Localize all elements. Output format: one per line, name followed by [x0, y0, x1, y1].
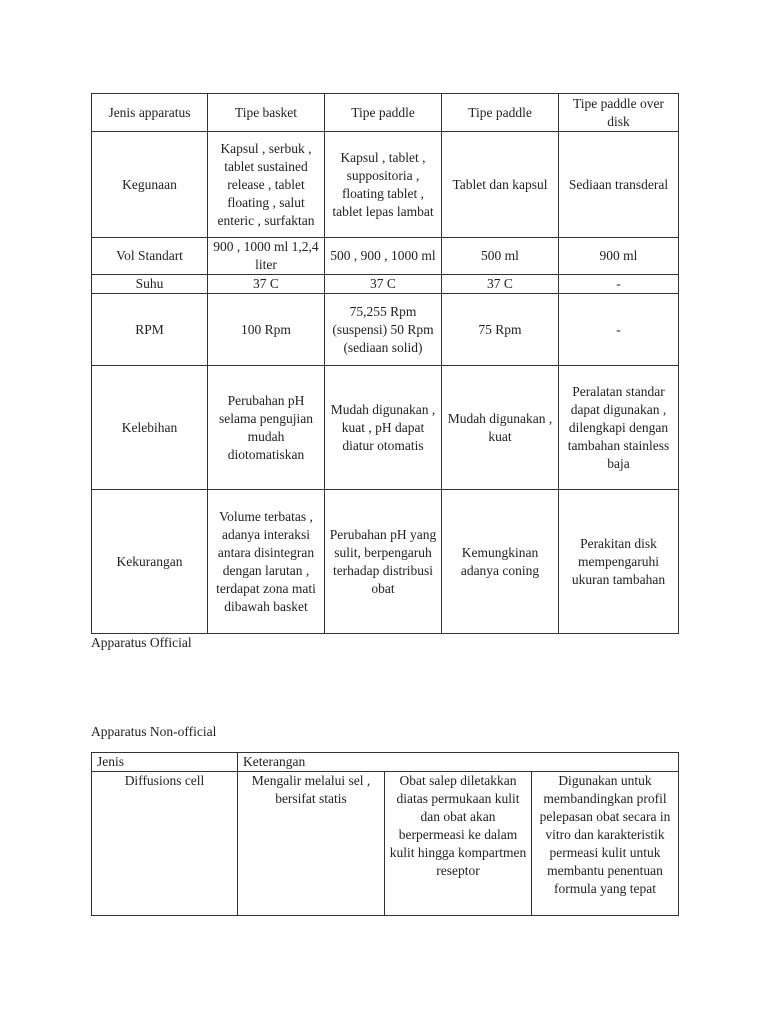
- table-cell: Kelebihan: [92, 366, 208, 490]
- table-cell: Kemungkinan adanya coning: [442, 490, 559, 634]
- table-cell: -: [559, 294, 679, 366]
- table-cell: RPM: [92, 294, 208, 366]
- caption-apparatus-non-official: Apparatus Non-official: [91, 724, 217, 739]
- apparatus-non-official-table: [91, 752, 679, 916]
- table-row: [92, 294, 679, 366]
- table-cell: 500 ml: [442, 238, 559, 275]
- table-cell: Volume terbatas , adanya interaksi antara disintegran dengan larutan , terdapat zona mati dibawah basket: [208, 490, 325, 634]
- table-row: [92, 238, 679, 275]
- table-cell: Diffusions cell: [92, 772, 238, 916]
- header-cell: Tipe paddle: [325, 94, 442, 132]
- table-cell: Mengalir melalui sel , bersifat statis: [238, 772, 385, 916]
- header-cell: Jenis: [92, 753, 238, 772]
- table-cell: -: [559, 275, 679, 294]
- table-cell: 900 , 1000 ml 1,2,4 liter: [208, 238, 325, 275]
- table-cell: 37 C: [442, 275, 559, 294]
- table-cell: Vol Standart: [92, 238, 208, 275]
- table-cell: Kegunaan: [92, 132, 208, 238]
- header-cell: Tipe basket: [208, 94, 325, 132]
- caption-apparatus-official: Apparatus Official: [91, 635, 192, 650]
- table-cell: Suhu: [92, 275, 208, 294]
- table-cell: Mudah digunakan , kuat: [442, 366, 559, 490]
- table-cell: Sediaan transderal: [559, 132, 679, 238]
- table-header-row: [92, 753, 679, 772]
- header-cell: Tipe paddle: [442, 94, 559, 132]
- table-row: [92, 772, 679, 916]
- table-cell: Perakitan disk mempengaruhi ukuran tambahan: [559, 490, 679, 634]
- table-cell: 37 C: [325, 275, 442, 294]
- table-cell: Tablet dan kapsul: [442, 132, 559, 238]
- table-row: [92, 366, 679, 490]
- table-cell: 100 Rpm: [208, 294, 325, 366]
- header-cell: Jenis apparatus: [92, 94, 208, 132]
- table-row: [92, 490, 679, 634]
- table-row: [92, 132, 679, 238]
- table-cell: Kekurangan: [92, 490, 208, 634]
- table-cell: 500 , 900 , 1000 ml: [325, 238, 442, 275]
- table-cell: Kapsul , serbuk , tablet sustained release , tablet floating , salut enteric , surfaktan: [208, 132, 325, 238]
- table-header-row: [92, 94, 679, 132]
- table-cell: Perubahan pH yang sulit, berpengaruh terhadap distribusi obat: [325, 490, 442, 634]
- table-cell: Obat salep diletakkan diatas permukaan kulit dan obat akan berpermeasi ke dalam kulit hingga kompartmen reseptor: [385, 772, 532, 916]
- table-cell: Peralatan standar dapat digunakan , dilengkapi dengan tambahan stainless baja: [559, 366, 679, 490]
- table-cell: Perubahan pH selama pengujian mudah diotomatiskan: [208, 366, 325, 490]
- table-cell: Mudah digunakan , kuat , pH dapat diatur otomatis: [325, 366, 442, 490]
- table-cell: 37 C: [208, 275, 325, 294]
- apparatus-official-table: [91, 93, 679, 634]
- table-cell: Digunakan untuk membandingkan profil pelepasan obat secara in vitro dan karakteristik permeasi kulit untuk membantu penentuan formula yang tepat: [532, 772, 679, 916]
- table-cell: 75 Rpm: [442, 294, 559, 366]
- table-row: [92, 275, 679, 294]
- table-cell: 900 ml: [559, 238, 679, 275]
- table-cell: Kapsul , tablet , suppositoria , floating tablet , tablet lepas lambat: [325, 132, 442, 238]
- header-cell: Keterangan: [238, 753, 679, 772]
- header-cell: Tipe paddle over disk: [559, 94, 679, 132]
- table-cell: 75,255 Rpm (suspensi) 50 Rpm (sediaan solid): [325, 294, 442, 366]
